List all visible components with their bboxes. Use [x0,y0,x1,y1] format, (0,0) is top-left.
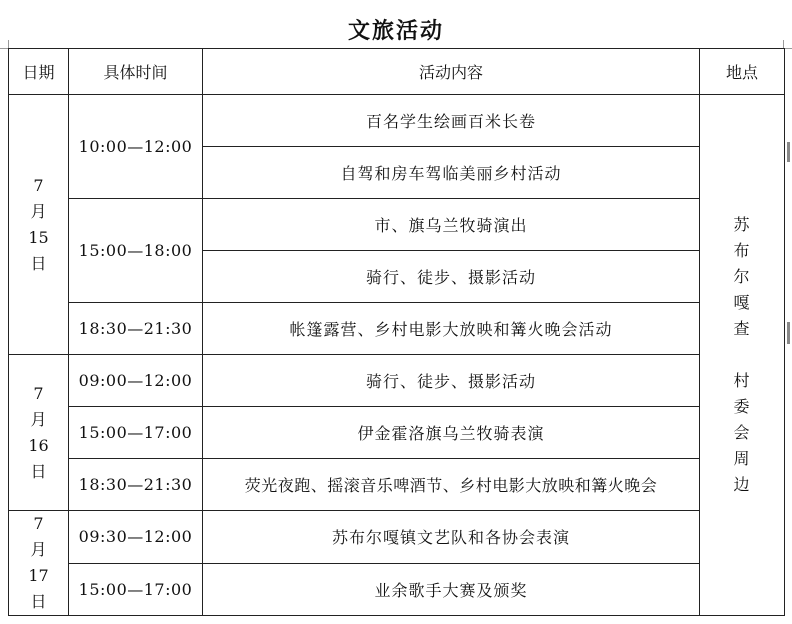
header-time: 具体时间 [69,49,203,95]
place-char: 布 [733,241,751,260]
header-date: 日期 [9,49,69,95]
place-cell [700,95,785,616]
time-cell: 09:30—12:00 [69,511,203,564]
table-row [9,511,785,564]
activity-cell: 荧光夜跑、摇滚音乐啤酒节、乡村电影大放映和篝火晚会 [203,459,700,511]
place-char: 委 [733,397,751,416]
table-row [9,355,785,407]
activity-cell: 骑行、徒步、摄影活动 [203,251,700,303]
date-char: 17 [28,566,49,585]
activity-cell: 自驾和房车驾临美丽乡村活动 [203,147,700,199]
time-cell: 15:00—17:00 [69,563,203,616]
place-char: 尔 [733,267,751,286]
time-cell: 18:30—21:30 [69,459,203,511]
table-row [9,563,785,616]
header-place: 地点 [700,49,785,95]
place-gap [700,342,784,368]
scroll-marker [787,322,790,344]
date-cell [9,355,69,511]
place-char: 查 [733,319,751,338]
activity-cell: 苏布尔嘎镇文艺队和各协会表演 [203,511,700,564]
date-cell [9,511,69,616]
table-row [9,459,785,511]
table-row [9,407,785,459]
header-activity: 活动内容 [203,49,700,95]
activity-cell: 骑行、徒步、摄影活动 [203,355,700,407]
time-cell: 09:00—12:00 [69,355,203,407]
date-char: 7 [33,175,44,195]
place-char: 周 [733,449,751,468]
date-char: 16 [28,435,49,455]
time-cell: 15:00—18:00 [69,199,203,303]
place-char: 嘎 [733,293,751,312]
table-row [9,199,785,251]
page-title: 文旅活动 [347,18,444,44]
date-char: 月 [30,201,47,221]
activity-cell: 业余歌手大赛及颁奖 [203,563,700,616]
date-char: 月 [30,409,47,429]
table-row [9,303,785,355]
date-char: 7 [33,383,44,403]
date-cell [9,95,69,355]
date-char: 日 [30,253,47,273]
place-char: 边 [733,475,751,494]
date-char: 日 [30,461,47,481]
scroll-marker [787,142,790,162]
activity-cell: 百名学生绘画百米长卷 [203,95,700,147]
time-cell: 15:00—17:00 [69,407,203,459]
schedule-table [8,48,785,616]
time-cell: 18:30—21:30 [69,303,203,355]
activity-cell: 帐篷露营、乡村电影大放映和篝火晚会活动 [203,303,700,355]
activity-cell: 市、旗乌兰牧骑演出 [203,199,700,251]
activity-cell: 伊金霍洛旗乌兰牧骑表演 [203,407,700,459]
header-row [9,49,785,95]
place-char: 苏 [733,215,751,234]
place-char: 会 [733,423,751,442]
table-row [9,95,785,147]
date-char: 日 [30,592,47,611]
date-char: 月 [30,540,47,559]
time-cell: 10:00—12:00 [69,95,203,199]
place-char: 村 [733,371,751,390]
date-char: 15 [28,227,49,247]
date-char: 7 [33,514,44,533]
